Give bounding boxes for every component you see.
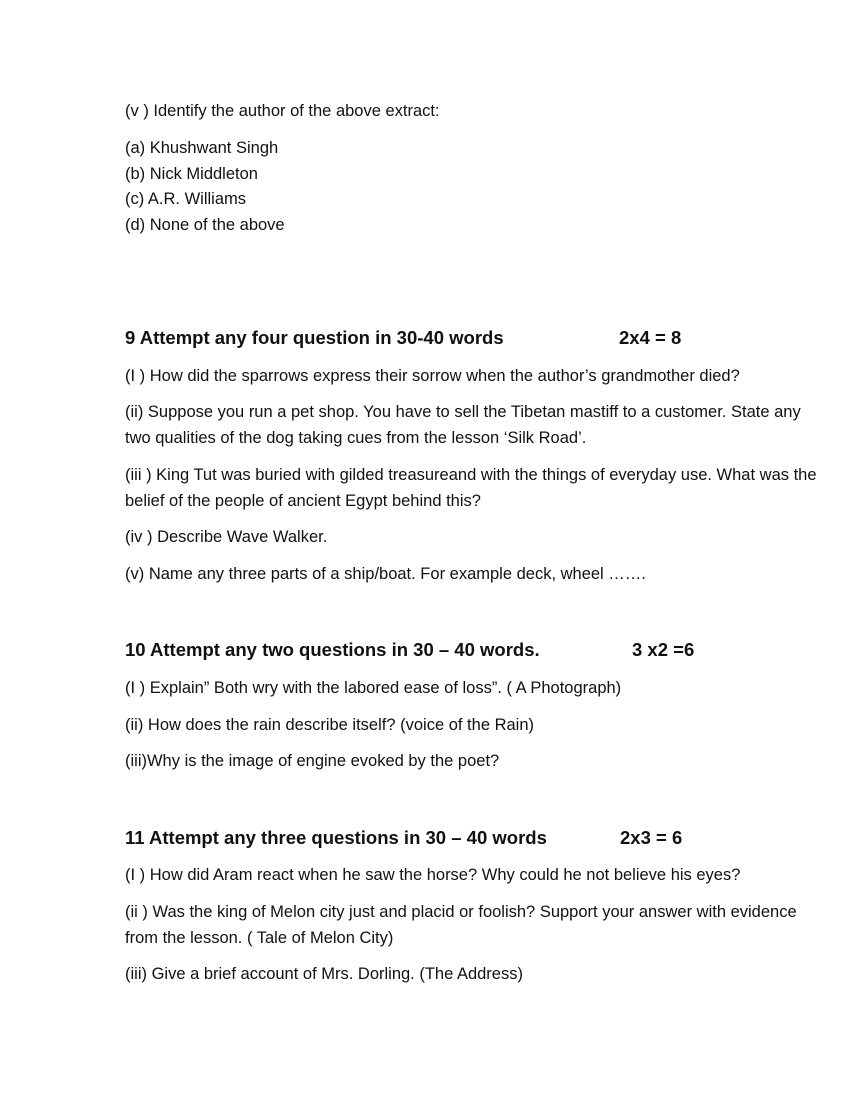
question-v: (v ) Identify the author of the above extract: [125, 102, 440, 120]
section-10-question-2: (ii) How does the rain describe itself? (voice of the Rain) [125, 716, 535, 734]
section-11-question-2: (ii ) Was the king of Melon city just and placid or foolish? Support your answer with evidence from the lesson. ( Tale of Melon City) [125, 903, 797, 947]
section-10-marks: 3 x2 =6 [632, 639, 695, 660]
section-9-question-1: (I ) How did the sparrows express their sorrow when the author’s grandmother died? [125, 367, 740, 385]
section-9-question-5: (v) Name any three parts of a ship/boat. For example deck, wheel ……. [125, 565, 646, 583]
section-9-question-2: (ii) Suppose you run a pet shop. You have to sell the Tibetan mastiff to a customer. State any two qualities of the dog taking cues from the lesson ‘Silk Road’. [125, 403, 801, 447]
section-10-heading: 10 Attempt any two questions in 30 – 40 words. [125, 639, 540, 660]
option-a: (a) Khushwant Singh [125, 139, 279, 157]
section-11-heading: 11 Attempt any three questions in 30 – 40 words [125, 827, 547, 848]
section-11-question-3: (iii) Give a brief account of Mrs. Dorling. (The Address) [125, 965, 523, 983]
section-11-question-1: (I ) How did Aram react when he saw the horse? Why could he not believe his eyes? [125, 866, 741, 884]
section-10-question-3: (iii)Why is the image of engine evoked by the poet? [125, 752, 500, 770]
section-9-question-3: (iii ) King Tut was buried with gilded treasureand with the things of everyday use. What was the belief of the people of ancient Egypt behind this? [125, 466, 817, 510]
option-b: (b) Nick Middleton [125, 165, 258, 183]
option-c: (c) A.R. Williams [125, 190, 246, 208]
section-11-marks: 2x3 = 6 [620, 827, 683, 848]
option-d: (d) None of the above [125, 216, 285, 234]
section-10-question-1: (I ) Explain” Both wry with the labored ease of loss”. ( A Photograph) [125, 679, 622, 697]
section-9-question-4: (iv ) Describe Wave Walker. [125, 528, 328, 546]
section-9-heading: 9 Attempt any four question in 30-40 words [125, 327, 504, 348]
section-9-marks: 2x4 = 8 [619, 327, 682, 348]
